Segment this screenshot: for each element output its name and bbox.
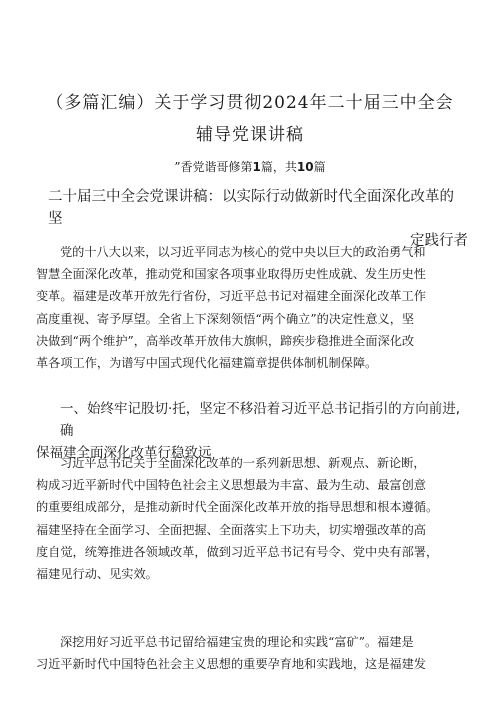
note-suffix: 篇 [313,160,326,174]
subsection-heading-line1: 一、始终牢记股切·托，坚定不移沿着习近平总书记指引的方向前进,确 [60,401,461,439]
paragraph-line: 构成习近平新时代中国特色社会主义思想最为丰富、最为生动、最富创意 [36,478,426,493]
note-current-number: 1 [252,160,261,174]
paragraph-line: 度自觉，统筹推进各领域改革，做到习近平总书记有号令、党中央有部署， [36,544,439,559]
subsection-heading-line2: 保福建全面深化改革行稳致远 [36,445,212,461]
paragraph-line: 深挖用好习近平总书记留给福建宝贵的理论和实践“富矿”。福建是 [60,635,414,649]
paragraph-line: 习近平新时代中国特色社会主义思想的重要孕育地和实践地，这是福建发 [36,657,426,672]
paragraph-rich-mine [36,631,468,675]
note-prefix: ”香党谐哥修第 [174,160,253,174]
paragraph-line: 福建坚持在全面学习、全面把握、全面落实上下功夫，切实增强改革的高 [36,522,426,537]
paragraph-line: 变革。福建是改革开放先行省份，习近平总书记对福建全面深化改革工作 [36,289,426,304]
section-heading-line1: 二十届三中全会党课讲稿：以实际行动做新时代全面深化改革的坚 [48,189,454,227]
paragraph-line: 习近平总书记关于全面深化改革的一系列新思想、新观点、新论断， [60,456,426,470]
section-heading-line2: 定践行者 [410,233,468,249]
paragraph-line: 高度重视、寄予厚望。全省上下深刻领悟“两个确立”的决定性意义，坚 [36,311,415,326]
paragraph-reform-thought [36,452,468,585]
note-middle: 篇，共 [260,160,297,174]
paragraph-line: 的重要组成部分，是推动新时代全面深化改革开放的指导思想和根本遵循。 [36,500,439,515]
document-count-note [30,158,470,176]
paragraph-line: 决做到“两个维护”，高举改革开放伟大旗帜，蹄疾步稳推进全面深化改 [36,333,415,348]
paragraph-line: 福建见行动、见实效。 [36,567,158,582]
paragraph-line: 党的十八大以来，以习近平同志为核心的党中央以巨大的政治勇气和 [60,245,426,259]
paragraph-line: 智慧全面深化改革，推动党和国家各项事业取得历史性成就、发生历史性 [36,267,426,282]
paragraph-intro [36,241,468,374]
document-title-line2: 辅导党课讲稿 [196,125,304,145]
document-title-line1: （多篇汇编）关于学习贯彻2024年二十届三中全会 [46,93,454,113]
paragraph-line: 革各项工作，为谱写中国式现代化福建篇章提供体制机制保障。 [36,356,378,371]
note-total-number: 10 [296,160,314,174]
